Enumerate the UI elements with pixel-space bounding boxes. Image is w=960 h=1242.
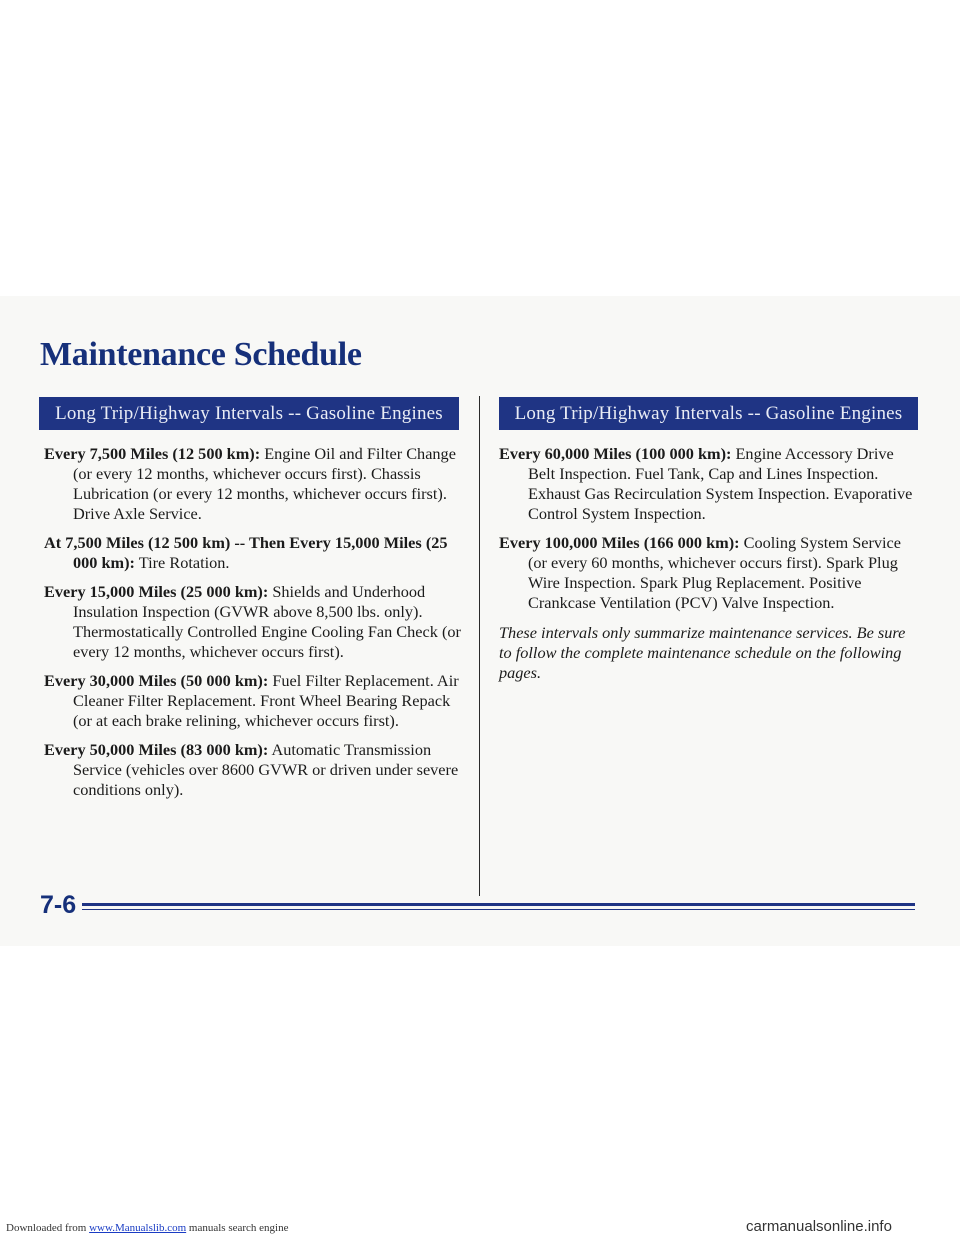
source-suffix: manuals search engine	[186, 1222, 289, 1234]
entry-heading: Every 60,000 Miles (100 000 km):	[499, 444, 732, 463]
entry-heading: Every 15,000 Miles (25 000 km):	[44, 582, 269, 601]
left-column	[44, 444, 464, 809]
footer-rule-thin	[82, 909, 915, 910]
entry-text: Cooling System Service (or every 60 months, whichever occurs first). Spark Plug Wire Inspection. Spark Plug Replacement. Positive Crankcase Ventilation (PCV) Valve Inspection.	[528, 533, 902, 612]
right-section-banner: Long Trip/Highway Intervals -- Gasoline Engines	[499, 397, 918, 430]
schedule-entry	[499, 444, 919, 524]
entry-text: Shields and Underhood Insulation Inspection (GVWR above 8,500 lbs. only). Thermostatically Controlled Engine Cooling Fan Check (or every 12 months, whichever occurs first).	[73, 582, 461, 661]
entry-text: Engine Accessory Drive Belt Inspection. Fuel Tank, Cap and Lines Inspection. Exhaust Gas Recirculation System Inspection. Evaporative Control System Inspection.	[528, 444, 913, 523]
schedule-entry	[44, 671, 464, 731]
entry-heading: Every 30,000 Miles (50 000 km):	[44, 671, 269, 690]
left-section-banner: Long Trip/Highway Intervals -- Gasoline Engines	[39, 397, 459, 430]
schedule-entry	[499, 533, 919, 613]
entry-text: Engine Oil and Filter Change (or every 12 months, whichever occurs first). Chassis Lubrication (or every 12 months, whichever occurs first). Drive Axle Service.	[73, 444, 456, 523]
entry-text: Automatic Transmission Service (vehicles over 8600 GVWR or driven under severe conditions only).	[73, 740, 459, 799]
watermark-text: carmanualsonline.info	[746, 1218, 892, 1235]
page-number: 7-6	[40, 891, 77, 919]
column-divider	[479, 396, 480, 896]
manualslib-link[interactable]: www.Manualslib.com	[89, 1222, 187, 1234]
entry-text: Fuel Filter Replacement. Air Cleaner Filter Replacement. Front Wheel Bearing Repack (or at each brake relining, whichever occurs first).	[73, 671, 459, 730]
download-source-line	[6, 1222, 288, 1234]
entry-heading: Every 7,500 Miles (12 500 km):	[44, 444, 261, 463]
source-prefix: Downloaded from	[6, 1222, 90, 1234]
entry-heading: At 7,500 Miles (12 500 km) -- Then Every 15,000 Miles (25 000 km):	[44, 533, 448, 572]
entry-text: Tire Rotation.	[134, 553, 230, 572]
page-title: Maintenance Schedule	[40, 336, 362, 373]
schedule-entry	[44, 533, 464, 573]
schedule-entry	[44, 444, 464, 524]
schedule-entry	[44, 582, 464, 662]
right-column	[499, 444, 919, 699]
entry-heading: Every 100,000 Miles (166 000 km):	[499, 533, 740, 552]
schedule-entry	[44, 740, 464, 800]
footer-rule-thick	[82, 903, 915, 906]
entry-heading: Every 50,000 Miles (83 000 km):	[44, 740, 269, 759]
summary-note: These intervals only summarize maintenance services. Be sure to follow the complete maintenance schedule on the following pages.	[499, 623, 906, 682]
manual-page	[0, 296, 960, 946]
